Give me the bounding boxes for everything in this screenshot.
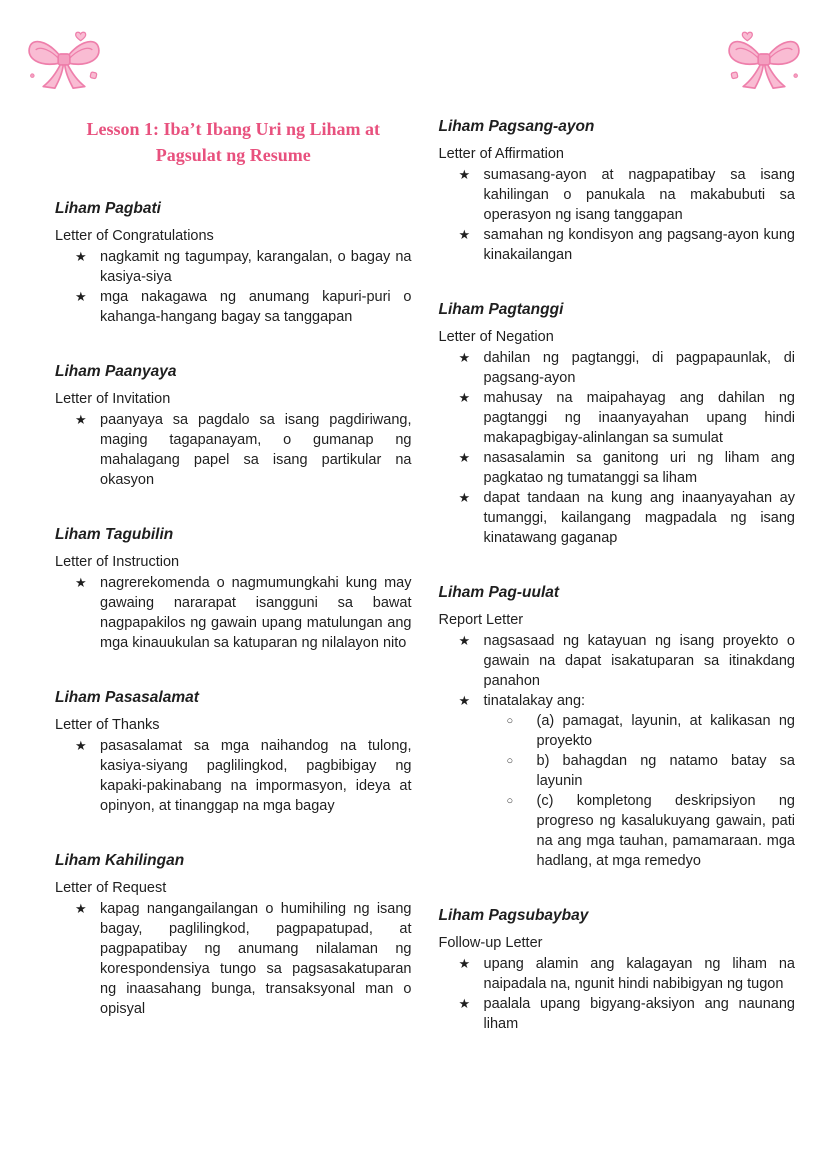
section-subtitle: Letter of Affirmation: [438, 146, 564, 162]
section-subtitle: Report Letter: [438, 612, 524, 628]
bullet-text: mga nakagawa ng anumang kapuri-puri o kahanga-hangang bagay sa tanggapan: [100, 289, 412, 325]
star-bullet-icon: ★: [458, 390, 471, 405]
right-column-sections: [439, 116, 796, 1034]
bullet-text: tinatalakay ang:: [483, 693, 586, 709]
sub-bullet-text: b) bahagdan ng natamo batay sa layunin: [536, 753, 795, 789]
star-bullet-icon: ★: [458, 350, 471, 365]
letter-section: [55, 361, 412, 490]
bullet-list: [459, 631, 796, 871]
bullet-item: [75, 287, 412, 327]
right-column: [439, 116, 796, 1068]
bullet-text: dahilan ng pagtanggi, di pagpapaunlak, di pagsang-ayon: [483, 350, 795, 386]
star-bullet-icon: ★: [458, 227, 471, 242]
bullet-list: [459, 348, 796, 548]
bullet-item: [75, 573, 412, 653]
bow-loop-right: [729, 42, 761, 65]
heart-icon: [742, 32, 752, 40]
bow-tail-right: [743, 64, 763, 88]
section-heading: Liham Kahilingan: [55, 852, 185, 869]
bullet-item: [459, 691, 796, 711]
bow-tail-left: [765, 64, 785, 88]
letter-section: [55, 524, 412, 653]
bow-loop-right: [67, 42, 99, 65]
bullet-list: [75, 573, 412, 653]
bullet-text: paanyaya sa pagdalo sa isang pagdiriwang, maging tagapanayam, o gumanap ng mahalagang papel sa isang partikular na okasyon: [100, 412, 412, 488]
section-heading: Liham Paanyaya: [55, 363, 177, 380]
bullet-item: [75, 247, 412, 287]
bullet-item: [459, 348, 796, 388]
circle-bullet-icon: ○: [506, 715, 514, 727]
bow-loop-left: [29, 42, 61, 65]
bullet-text: kapag nangangailangan o humihiling ng isang bagay, paglilingkod, pagpapatupad, at pagpapatibay ng anumang nilalaman ng korespondensiya tungo sa pagsasakatuparan ng inaasahang bunga, transaksyonal man o opisyal: [100, 901, 412, 1017]
section-heading: Liham Pagsang-ayon: [438, 118, 595, 135]
bullet-text: nasasalamin sa ganitong uri ng liham ang pagkatao ng tumatanggi sa liham: [483, 450, 795, 486]
letter-section: [55, 850, 412, 1019]
sparkle-square: [90, 72, 97, 79]
star-bullet-icon: ★: [458, 956, 471, 971]
bullet-item: [459, 165, 796, 225]
star-bullet-icon: ★: [458, 693, 471, 708]
heart-icon: [76, 32, 86, 40]
bullet-item: [459, 994, 796, 1034]
bullet-text: nagkamit ng tagumpay, karangalan, o bagay na kasiya-siya: [100, 249, 412, 285]
bullet-item: [75, 899, 412, 1019]
section-subtitle: Letter of Instruction: [55, 554, 180, 570]
bow-loop-left: [767, 42, 799, 65]
section-heading: Liham Pasasalamat: [55, 689, 199, 706]
sub-bullet-item: [507, 791, 796, 871]
page-title: [55, 116, 412, 168]
bullet-list: [75, 736, 412, 816]
bullet-list: [75, 247, 412, 327]
section-subtitle: Letter of Request: [55, 880, 167, 896]
bullet-text: nagsasaad ng katayuan ng isang proyekto o gawain na dapat isakatuparan sa itinakdang panahon: [483, 633, 795, 689]
star-bullet-icon: ★: [75, 249, 87, 264]
bullet-item: [459, 631, 796, 691]
bullet-text: nagrerekomenda o nagmumungkahi kung may gawaing nararapat isangguni sa bawat nagpapakilos ng gawain upang matulungan ang mga kinauukulan sa katuparan ng nilalayon nito: [100, 575, 412, 651]
left-column-sections: [55, 198, 412, 1019]
bullet-list: [75, 899, 412, 1019]
letter-section: [439, 582, 796, 871]
bow-icon-left: [22, 24, 106, 94]
bullet-text: paalala upang bigyang-aksiyon ang naunang liham: [483, 996, 795, 1032]
sub-bullet-item: [507, 711, 796, 751]
star-bullet-icon: ★: [458, 450, 471, 465]
sparkle-dot: [794, 74, 798, 78]
bow-tail-left: [43, 64, 63, 88]
sparkle-square: [731, 72, 738, 79]
bullet-text: samahan ng kondisyon ang pagsang-ayon kung kinakailangan: [483, 227, 795, 263]
section-heading: Liham Pag-uulat: [438, 584, 560, 601]
star-bullet-icon: ★: [75, 901, 87, 916]
bullet-item: [75, 736, 412, 816]
bullet-text: sumasang-ayon at nagpapatibay sa isang kahilingan o panukala na makabubuti sa operasyon ng isang tanggapan: [483, 167, 795, 223]
bullet-text: mahusay na maipahayag ang dahilan ng pagtanggi ng inaanyayahan upang hindi makapagbigay-alinlangan sa sumulat: [483, 390, 795, 446]
circle-bullet-icon: ○: [506, 755, 514, 767]
bullet-text: upang alamin ang kalagayan ng liham na naipadala na, ngunit hindi nabibigyan ng tugon: [483, 956, 795, 992]
sub-bullet-item: [507, 751, 796, 791]
section-subtitle: Letter of Negation: [438, 329, 554, 345]
star-bullet-icon: ★: [75, 289, 87, 304]
section-heading: Liham Pagtanggi: [438, 301, 564, 318]
bullet-list: [459, 954, 796, 1034]
star-bullet-icon: ★: [458, 996, 471, 1011]
star-bullet-icon: ★: [75, 575, 87, 590]
bow-icon-right: [722, 24, 806, 94]
bow-tail-right: [65, 64, 85, 88]
section-subtitle: Letter of Invitation: [55, 391, 171, 407]
bullet-item: [459, 488, 796, 548]
bow-knot: [758, 54, 770, 65]
page-title-line-1: Lesson 1: Iba’t Ibang Uri ng Liham at: [86, 119, 381, 139]
star-bullet-icon: ★: [458, 167, 471, 182]
circle-bullet-icon: ○: [506, 795, 514, 807]
sub-bullet-text: (c) kompletong deskripsiyon ng progreso ng kasalukuyang gawain, pati na ang mga tauhan, pamamaraan. mga hadlang, at mga remedyo: [536, 793, 795, 869]
letter-section: [55, 687, 412, 816]
sparkle-dot: [31, 74, 35, 78]
bullet-item: [459, 954, 796, 994]
bullet-list: [75, 410, 412, 490]
bullet-item: [459, 448, 796, 488]
bullet-item: [459, 225, 796, 265]
bullet-text: dapat tandaan na kung ang inaanyayahan ay tumanggi, kailangang magpadala ng isang kinatawang gaganap: [483, 490, 795, 546]
page-title-line-2: Pagsulat ng Resume: [155, 145, 311, 165]
letter-section: [439, 905, 796, 1034]
letter-section: [55, 198, 412, 327]
section-heading: Liham Tagubilin: [55, 526, 174, 543]
section-subtitle: Follow-up Letter: [438, 935, 543, 951]
section-heading: Liham Pagsubaybay: [438, 907, 589, 924]
star-bullet-icon: ★: [458, 490, 471, 505]
letter-section: [439, 299, 796, 548]
section-subtitle: Letter of Congratulations: [55, 228, 214, 244]
star-bullet-icon: ★: [75, 738, 87, 753]
bow-knot: [58, 54, 70, 65]
section-subtitle: Letter of Thanks: [55, 717, 160, 733]
section-heading: Liham Pagbati: [55, 200, 161, 217]
bullet-item: [459, 388, 796, 448]
letter-section: [439, 116, 796, 265]
bullet-list: [459, 165, 796, 265]
left-column: [55, 116, 412, 1068]
bullet-text: pasasalamat sa mga naihandog na tulong, kasiya-siyang paglilingkod, pagbibigay ng kapaki-pakinabang na impormasyon, ideya at opinyon, at tinanggap na mga bagay: [100, 738, 412, 814]
bullet-item: [75, 410, 412, 490]
star-bullet-icon: ★: [458, 633, 471, 648]
sub-bullet-text: (a) pamagat, layunin, at kalikasan ng proyekto: [536, 713, 795, 749]
star-bullet-icon: ★: [75, 412, 87, 427]
